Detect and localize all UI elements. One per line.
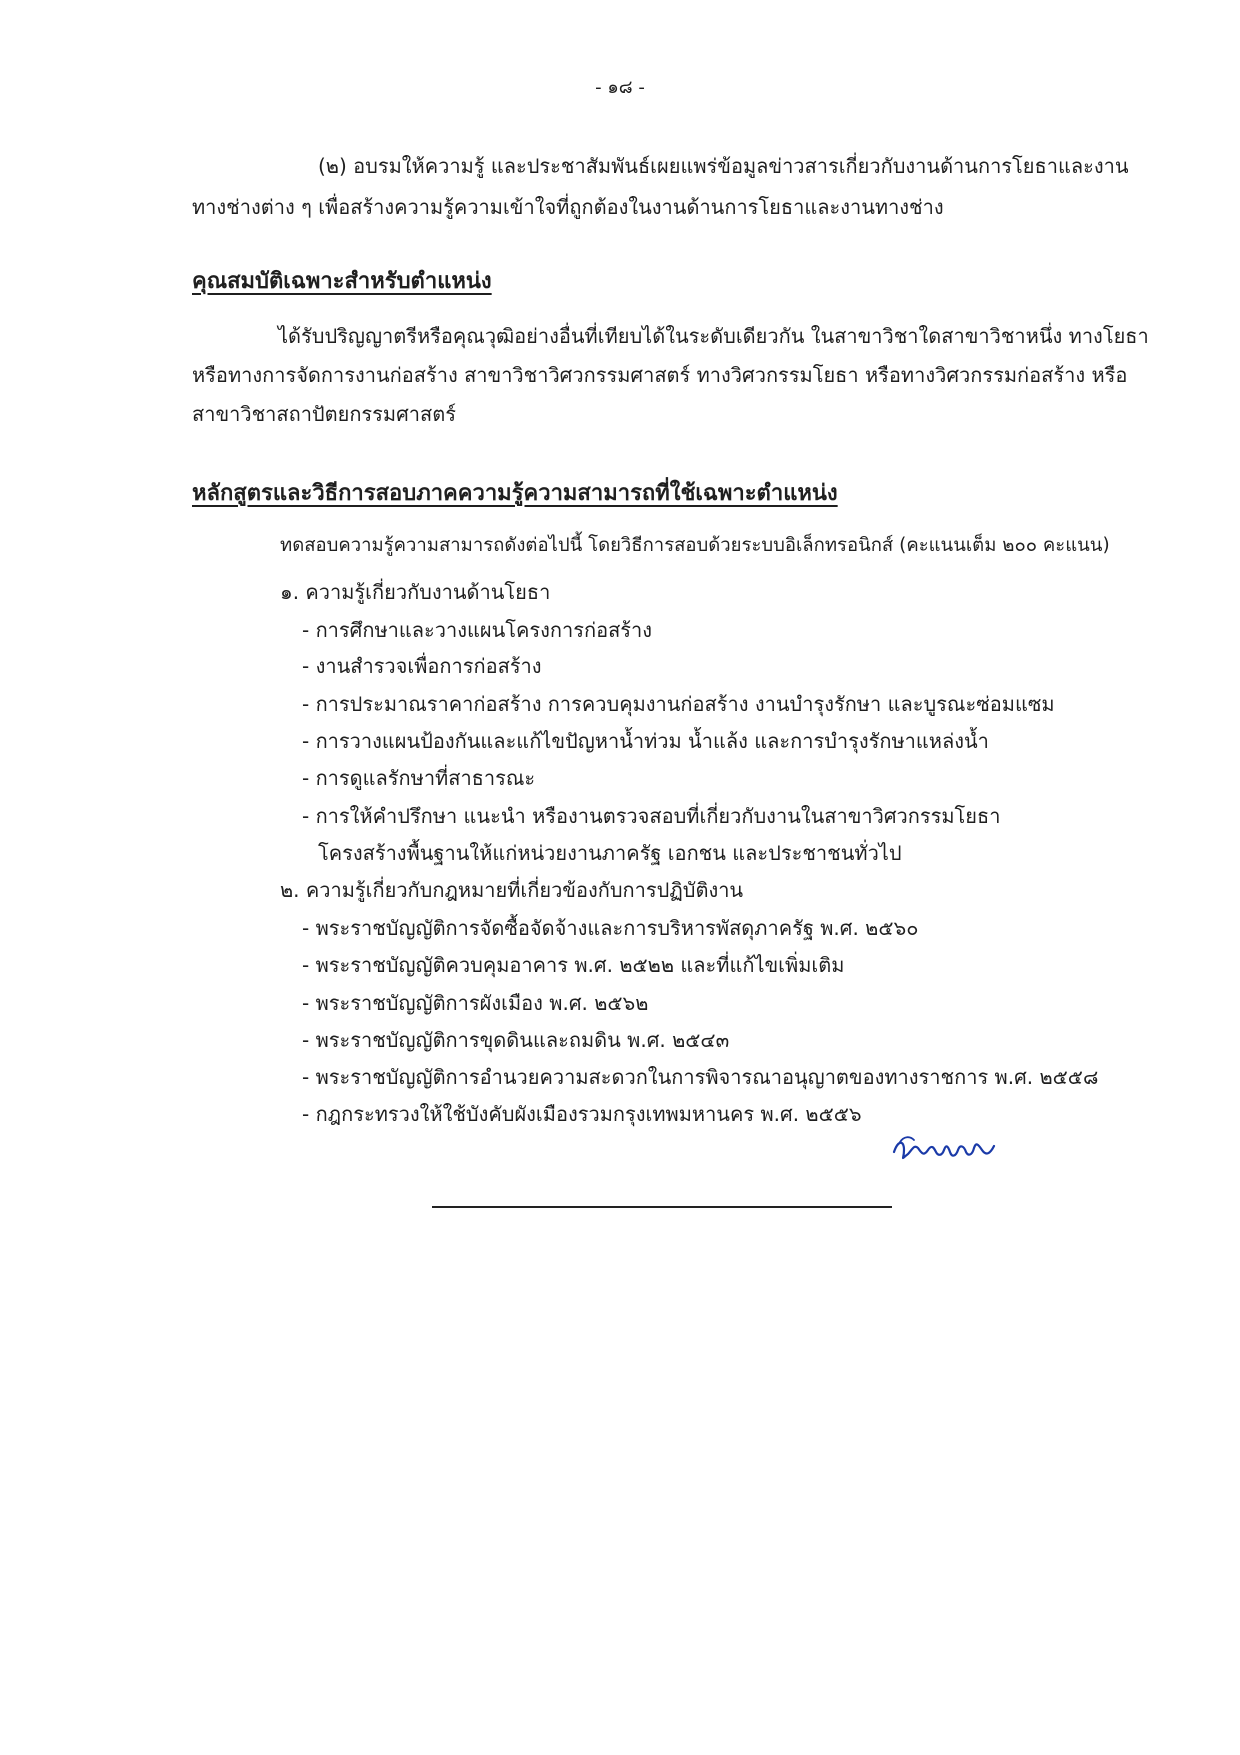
section-1-item: - การดูแลรักษาที่สาธารณะ xyxy=(302,766,536,790)
qualifications-line-2: หรือทางการจัดการงานก่อสร้าง สาขาวิชาวิศวกรรมศาสตร์ ทางวิศวกรรมโยธา หรือทางวิศวกรรมก่อสร้าง หรือ xyxy=(192,363,1128,387)
section-1-item-continuation: โครงสร้างพื้นฐานให้แก่หน่วยงานภาครัฐ เอกชน และประชาชนทั่วไป xyxy=(318,841,902,865)
section-1-item: - การวางแผนป้องกันและแก้ไขปัญหาน้ำท่วม น้ำแล้ง และการบำรุงรักษาแหล่งน้ำ xyxy=(302,729,989,753)
section-2-item: - พระราชบัญญัติควบคุมอาคาร พ.ศ. ๒๕๒๒ และที่แก้ไขเพิ่มเติม xyxy=(302,953,845,977)
section-2-item: - พระราชบัญญัติการจัดซื้อจัดจ้างและการบริหารพัสดุภาครัฐ พ.ศ. ๒๕๖๐ xyxy=(302,916,919,940)
qualifications-heading: คุณสมบัติเฉพาะสำหรับตำแหน่ง xyxy=(192,269,492,294)
section-1-item: - การให้คำปรึกษา แนะนำ หรืองานตรวจสอบที่เกี่ยวกับงานในสาขาวิศวกรรมโยธา xyxy=(302,804,1001,828)
section-1-item: - การประมาณราคาก่อสร้าง การควบคุมงานก่อสร้าง งานบำรุงรักษา และบูรณะซ่อมแซม xyxy=(302,692,1055,716)
closing-rule xyxy=(432,1206,892,1208)
curriculum-heading: หลักสูตรและวิธีการสอบภาคความรู้ความสามารถที่ใช้เฉพาะตำแหน่ง xyxy=(192,481,838,506)
section-2-item: - พระราชบัญญัติการอำนวยความสะดวกในการพิจารณาอนุญาตของทางราชการ พ.ศ. ๒๕๕๘ xyxy=(302,1065,1099,1089)
duty-item-line-2: ทางช่างต่าง ๆ เพื่อสร้างความรู้ความเข้าใจที่ถูกต้องในงานด้านการโยธาและงานทางช่าง xyxy=(192,195,944,219)
section-1-title: ๑. ความรู้เกี่ยวกับงานด้านโยธา xyxy=(280,580,551,604)
section-2-title: ๒. ความรู้เกี่ยวกับกฎหมายที่เกี่ยวข้องกับการปฏิบัติงาน xyxy=(280,878,744,902)
section-2-item: - พระราชบัญญัติการผังเมือง พ.ศ. ๒๕๖๒ xyxy=(302,991,649,1015)
section-2-item: - พระราชบัญญัติการขุดดินและถมดิน พ.ศ. ๒๕๔๓ xyxy=(302,1028,730,1052)
section-2-item: - กฎกระทรวงให้ใช้บังคับผังเมืองรวมกรุงเทพมหานคร พ.ศ. ๒๕๕๖ xyxy=(302,1102,862,1126)
section-1-item: - งานสำรวจเพื่อการก่อสร้าง xyxy=(302,654,542,678)
qualifications-line-3: สาขาวิชาสถาปัตยกรรมศาสตร์ xyxy=(192,402,456,426)
handwritten-signature xyxy=(890,1130,1000,1164)
page-number: - ๑๘ - xyxy=(595,77,645,98)
curriculum-intro: ทดสอบความรู้ความสามารถดังต่อไปนี้ โดยวิธีการสอบด้วยระบบอิเล็กทรอนิกส์ (คะแนนเต็ม ๒๐๐ คะแนน) xyxy=(280,535,1110,556)
duty-item-line-1: (๒) อบรมให้ความรู้ และประชาสัมพันธ์เผยแพร่ข้อมูลข่าวสารเกี่ยวกับงานด้านการโยธาและงาน xyxy=(318,154,1129,178)
qualifications-line-1: ได้รับปริญญาตรีหรือคุณวุฒิอย่างอื่นที่เทียบได้ในระดับเดียวกัน ในสาขาวิชาใดสาขาวิชาหนึ่ง ทางโยธา xyxy=(278,324,1149,348)
section-1-item: - การศึกษาและวางแผนโครงการก่อสร้าง xyxy=(302,618,653,642)
